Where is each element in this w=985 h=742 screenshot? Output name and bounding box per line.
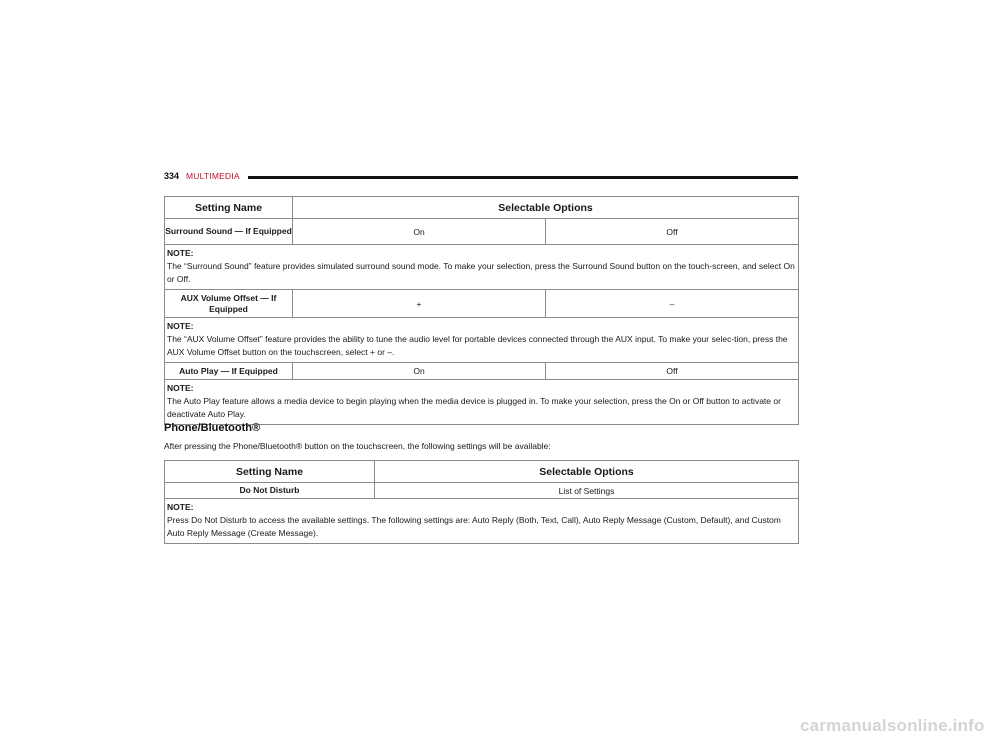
table-row [165,290,799,318]
note-text: Press Do Not Disturb to access the available settings. The following settings are: Auto Reply (Both, Text, Call), Auto Reply Message (Custom, Default), and Custom Auto Reply Message (Create Message). [167,515,781,538]
section-title: MULTIMEDIA [186,171,240,181]
note-cell [165,380,799,425]
page-number: 334 [164,171,180,181]
note-text: The Auto Play feature allows a media device to begin playing when the media device is plugged in. To make your selection, press the On or Off button to activate or deactivate Auto Play. [167,396,781,419]
watermark: carmanualsonline.info [800,716,985,735]
setting-name: Surround Sound — If Equipped [165,219,293,245]
note-cell [165,245,799,290]
audio-settings-table [164,196,799,425]
note-label: NOTE: [167,321,194,331]
header-rule [248,176,798,179]
table-row [165,483,799,499]
option-cell: On [293,363,546,380]
col-header-selectable-options: Selectable Options [293,197,799,219]
note-row [165,380,799,425]
col-header-selectable-options: Selectable Options [375,461,799,483]
option-cell: List of Settings [375,483,799,499]
setting-name: Do Not Disturb [165,483,375,499]
note-text: The “Surround Sound” feature provides simulated surround sound mode. To make your selection, press the Surround Sound button on the touch-screen, and select On or Off. [167,261,795,284]
note-row [165,318,799,363]
option-cell: + [293,290,546,318]
section-heading-phone-bluetooth: Phone/Bluetooth® [164,422,261,434]
option-cell: Off [546,363,799,380]
note-cell [165,499,799,544]
setting-name: Auto Play — If Equipped [165,363,293,380]
option-cell: On [293,219,546,245]
option-cell: – [546,290,799,318]
setting-name: AUX Volume Offset — If Equipped [165,290,293,318]
col-header-setting-name: Setting Name [165,197,293,219]
table-row [165,363,799,380]
table-header-row [165,197,799,219]
note-row [165,499,799,544]
note-label: NOTE: [167,502,194,512]
note-label: NOTE: [167,248,194,258]
col-header-setting-name: Setting Name [165,461,375,483]
page-header [164,170,798,184]
intro-text: After pressing the Phone/Bluetooth® button on the touchscreen, the following settings will be available: [164,441,551,451]
table-header-row [165,461,799,483]
note-cell [165,318,799,363]
phone-settings-table [164,460,799,544]
note-row [165,245,799,290]
note-text: The “AUX Volume Offset” feature provides the ability to tune the audio level for portable devices connected through the AUX input. To make your selec-tion, press the AUX Volume Offset button on the touchscreen, select + or –. [167,334,788,357]
table-row [165,219,799,245]
option-cell: Off [546,219,799,245]
note-label: NOTE: [167,383,194,393]
